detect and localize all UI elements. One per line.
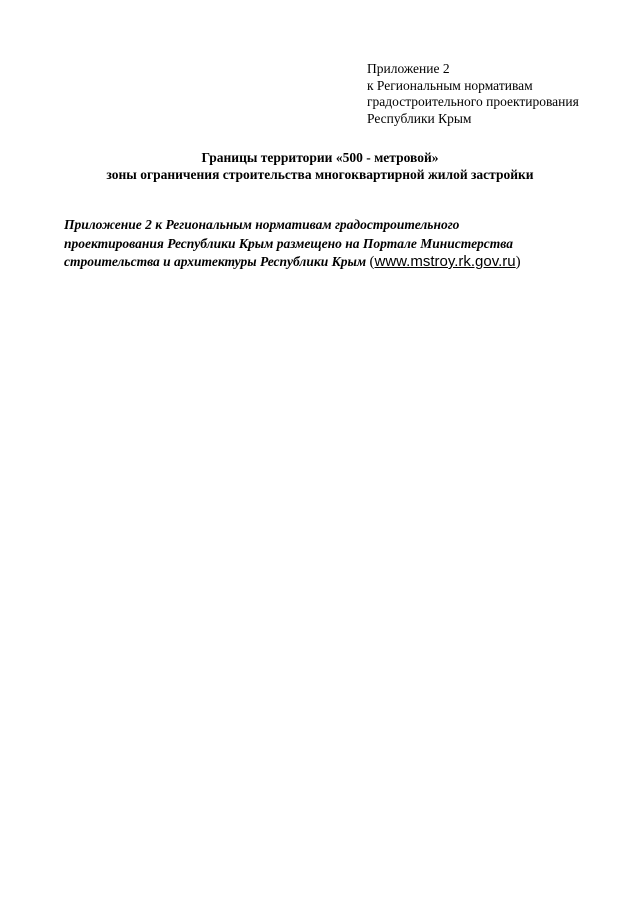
note-line: проектирования Республики Крым размещено на Портале Министерства: [64, 235, 513, 251]
appendix-reference-line: Республики Крым: [367, 110, 472, 126]
portal-link[interactable]: www.mstroy.rk.gov.ru: [374, 253, 516, 270]
appendix-reference-line: к Региональным нормативам: [367, 77, 533, 93]
url-wrapper: [369, 254, 520, 270]
note-line: Приложение 2 к Региональным нормативам градостроительного: [64, 217, 460, 232]
document-title: [40, 150, 600, 183]
note-text: строительства и архитектуры Республики Крым: [64, 254, 367, 269]
note-line-with-url: [64, 253, 604, 272]
appendix-number: Приложение 2: [367, 61, 450, 76]
appendix-header: [367, 61, 629, 127]
title-line: зоны ограничения строительства многоквартирной жилой застройки: [106, 166, 534, 182]
paren-close: ): [515, 254, 521, 270]
publication-note: [64, 216, 604, 272]
title-line: Границы территории «500 - метровой»: [201, 150, 439, 165]
appendix-reference-line: градостроительного проектирования: [367, 94, 579, 109]
paren-open: (: [369, 254, 375, 270]
